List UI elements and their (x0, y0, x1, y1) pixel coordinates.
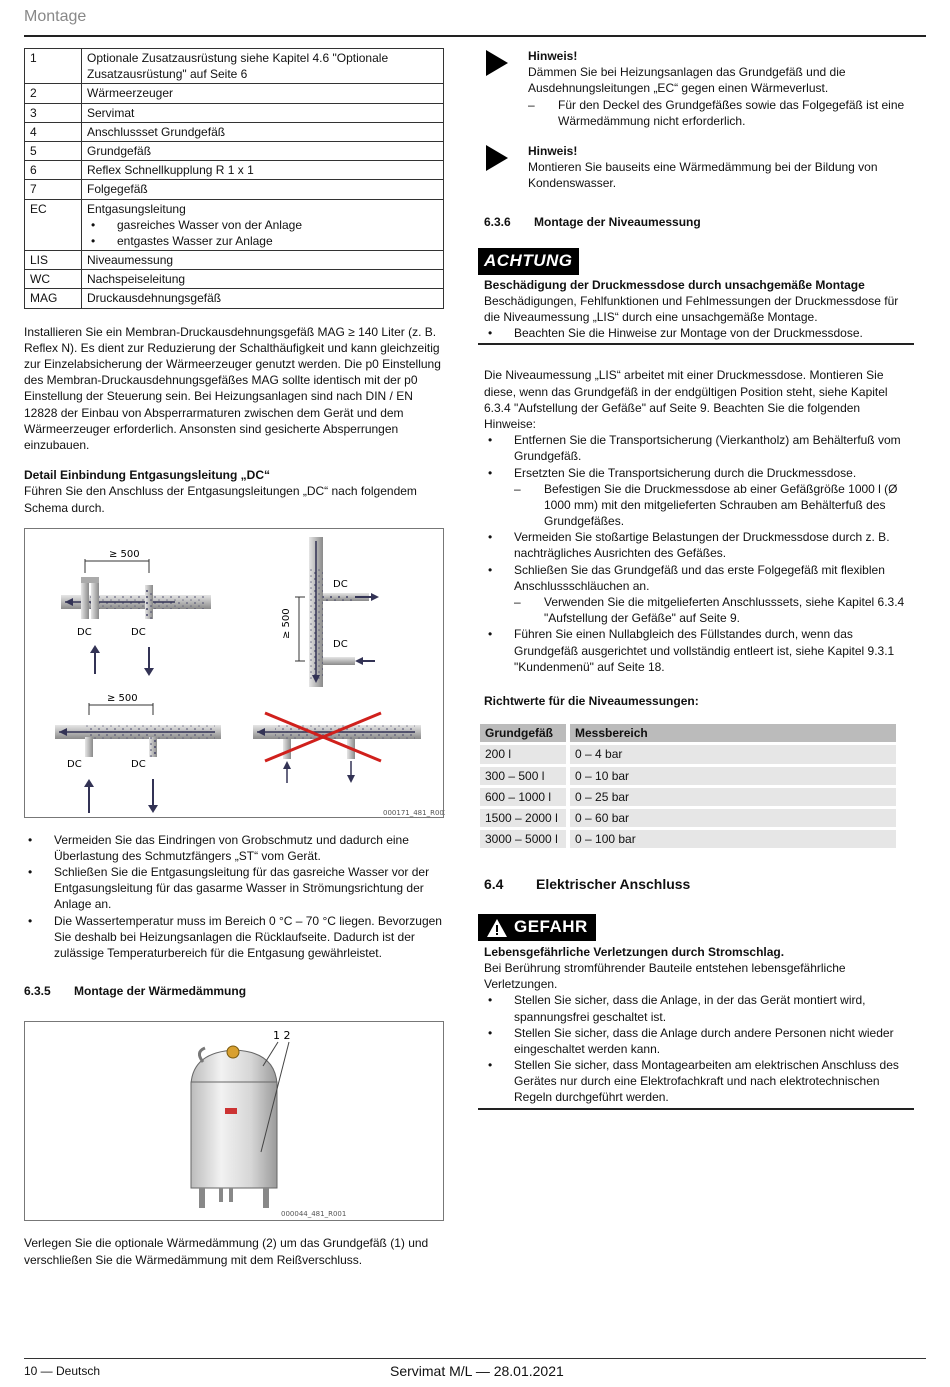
list-item: • Die Wassertemperatur muss im Bereich 0 °C – 70 °C liegen. Bevorzugen Sie deshalb bei Heizungsanlagen die Rücklaufseite. Dadurch ist der zulässige Temperaturbereich für die Entgasung gewährleistet. (24, 913, 444, 962)
table-row (25, 251, 444, 270)
section-6-3-5-heading (24, 983, 444, 999)
left-column (24, 48, 444, 1268)
legend-text: Optionale Zusatzausrüstung siehe Kapitel 4.6 "Optionale Zusatzausrüstung" auf Seite 6 (82, 49, 444, 84)
detail-text: Führen Sie den Anschluss der Entgasungsleitungen „DC“ nach folgendem Schema durch. (24, 484, 417, 515)
list-item: – Für den Deckel des Grundgefäßes sowie das Folgegefäß ist eine Wärmedämmung nicht erforderlich. (528, 97, 914, 129)
vessel-drawing (25, 1022, 445, 1222)
table-row (25, 49, 444, 84)
section-title: Elektrischer Anschluss (536, 876, 691, 893)
list-item: • entgastes Wasser zur Anlage (87, 233, 438, 249)
legend-text: Grundgefäß (82, 141, 444, 160)
legend-key: WC (25, 270, 82, 289)
section-6-3-6-heading (478, 214, 914, 230)
section-number: 6.3.5 (24, 984, 51, 999)
list-item (484, 562, 914, 627)
table-cell: 0 – 4 bar (566, 745, 896, 763)
table-row (480, 830, 896, 848)
intro-paragraph: Installieren Sie ein Membran-Druckausdehnungsgefäß MAG ≥ 140 Liter (z. B. Reflex N). Es dient zur Reduzierung der Schalthäufigkeit und kann gleichzeitig zur Einzelabsicherung der Wärmeerzeuger genutzt werden. Die p0 Einstellung des Membran-Druckausdehnungsgefäßes MAG sollte identisch mit der p0 Einstellung der Steuerung sein. Bei Heizungsanlagen sind nach DIN / EN 12828 der Einbau von Absperrarmaturen zwischen dem Gerät und dem Wärmeerzeuger erforderlich. Ansonsten sind gesicherte Absperrungen einzubauen. (24, 324, 441, 452)
figure-code: 000171_481_R002 (383, 808, 445, 817)
gefahr-text: Bei Berührung stromführender Bauteile entstehen lebensgefährliche Verletzungen. (484, 960, 846, 992)
list-item (484, 465, 914, 530)
table-cell: 3000 – 5000 l (480, 830, 566, 848)
hint-text: Dämmen Sie bei Heizungsanlagen das Grundgefäß und die Ausdehnungsleitungen „EC“ gegen einen Wärmeverlust. (528, 65, 846, 96)
list-item: • Stellen Sie sicher, dass Montagearbeiten am elektrischen Anschluss des Gerätes nur durch eine Elektrofachkraft und nach elektrotechnischen Regeln durchgeführt werden. (484, 1057, 914, 1106)
hint-box-2 (478, 143, 914, 192)
legend-table (24, 48, 444, 309)
legend-key: LIS (25, 251, 82, 270)
dimension-label: ≥ 500 (281, 608, 292, 639)
figure-labels: 1 2 (273, 1029, 291, 1043)
page-header: Montage (24, 8, 87, 25)
table-cell: 600 – 1000 l (480, 788, 566, 806)
hint-title: Hinweis! (528, 49, 578, 63)
table-row (480, 767, 896, 785)
table-cell: 1500 – 2000 l (480, 809, 566, 827)
dc-label: DC (333, 638, 348, 650)
figure-code: 000044_481_R001 (281, 1210, 347, 1219)
list-item: – Befestigen Sie die Druckmessdose ab einer Gefäßgröße 1000 l (Ø 1000 mm) mit den mitgelieferten Schrauben am Behälterfuß des Grundgefäßes. (514, 481, 914, 530)
dc-label: DC (333, 578, 348, 590)
list-item: – Verwenden Sie die mitgelieferten Anschlusssets, siehe Kapitel 6.3.4 "Aufstellung der Gefäße" auf Seite 9. (514, 594, 914, 626)
legend-key: 3 (25, 103, 82, 122)
achtung-title: Beschädigung der Druckmessdose durch unsachgemäße Montage (484, 277, 865, 292)
list-item: • Schließen Sie die Entgasungsleitung für das gasreiche Wasser vor der Entgasungsleitung für das gasarme Wasser in Strömungsrichtung der Anlage an. (24, 864, 444, 913)
legend-text: Druckausdehnungsgefäß (82, 289, 444, 308)
legend-key: EC (25, 199, 82, 251)
legend-text: Folgegefäß (82, 180, 444, 199)
table-row (25, 270, 444, 289)
list-item: • Beachten Sie die Hinweise zur Montage von der Druckmessdose. (484, 325, 914, 341)
column-header: Messbereich (566, 724, 896, 742)
list-item: • Vermeiden Sie stoßartige Belastungen der Druckmessdose durch z. B. nachträgliches Ausrichten des Gefäßes. (484, 529, 914, 561)
richtwerte-title: Richtwerte für die Niveaumessungen: (484, 693, 699, 708)
legend-key: 6 (25, 161, 82, 180)
legend-text: Niveaumessung (82, 251, 444, 270)
dc-label: DC (131, 758, 146, 770)
table-row (25, 103, 444, 122)
play-arrow-icon (486, 50, 508, 76)
list-item-text: Schließen Sie das Grundgefäß und das erste Folgegefäß mit flexiblen Anschlussschläuchen an. (514, 562, 885, 593)
niveau-table (480, 721, 896, 851)
list-item: • gasreiches Wasser von der Anlage (87, 217, 438, 233)
table-row (480, 745, 896, 763)
footer-page: 10 — Deutsch (24, 1364, 101, 1378)
list-item: • Vermeiden Sie das Eindringen von Grobschmutz und dadurch eine Überlastung des Schmutzfängers „ST“ vom Gerät. (24, 832, 444, 864)
table-cell: 0 – 25 bar (566, 788, 896, 806)
section-number: 6.4 (484, 876, 504, 893)
dc-label: DC (67, 758, 82, 770)
schema-bottom-right-wrong (253, 713, 421, 783)
left-bullet-list (24, 832, 444, 962)
legend-key: MAG (25, 289, 82, 308)
footer-doc: Servimat M/L — 28.01.2021 (390, 1363, 564, 1379)
legend-text: Reflex Schnellkupplung R 1 x 1 (82, 161, 444, 180)
lis-paragraph: Die Niveaumessung „LIS“ arbeitet mit einer Druckmessdose. Montieren Sie diese, wenn das Grundgefäß in der endgültigen Position steht, siehe Kapitel 6.3.4 "Aufstellung der Gefäße" auf Seite 9. Beachten Sie die folgenden Hinweise: (484, 368, 888, 431)
table-row (25, 289, 444, 308)
legend-text: Anschlussset Grundgefäß (82, 122, 444, 141)
section-6-4-heading (478, 875, 914, 894)
legend-key: 2 (25, 84, 82, 103)
table-row (25, 199, 444, 251)
table-row (25, 180, 444, 199)
legend-key: 7 (25, 180, 82, 199)
schema-top-right (281, 537, 379, 687)
schema-top-left (61, 549, 211, 676)
gefahr-badge-text: GEFAHR (514, 917, 588, 937)
table-row (25, 122, 444, 141)
header-rule (24, 35, 926, 37)
table-row (480, 788, 896, 806)
gefahr-badge (478, 914, 596, 941)
dc-label: DC (77, 626, 92, 638)
achtung-box (478, 248, 914, 346)
list-item: • Führen Sie einen Nullabgleich des Füllstandes durch, wenn das Grundgefäß ausgerichtet und vollständig entleert ist, siehe Kapitel 9.3.1 "Kundenmenü" auf Seite 18. (484, 626, 914, 675)
legend-key: 1 (25, 49, 82, 84)
legend-text: Wärmeerzeuger (82, 84, 444, 103)
dimension-label: ≥ 500 (109, 548, 140, 560)
list-item: • Stellen Sie sicher, dass die Anlage, in der das Gerät montiert wird, spannungsfrei geschaltet ist. (484, 992, 914, 1024)
degassing-diagram (25, 529, 445, 819)
hint-text: Montieren Sie bauseits eine Wärmedämmung bei der Bildung von Kondenswasser. (528, 160, 878, 191)
section-number: 6.3.6 (484, 214, 511, 229)
table-cell: 0 – 10 bar (566, 767, 896, 785)
legend-key: 4 (25, 122, 82, 141)
list-item: • Stellen Sie sicher, dass die Anlage durch andere Personen nicht wieder eingeschaltet werden kann. (484, 1025, 914, 1057)
table-row (25, 84, 444, 103)
insulation-figure (24, 1021, 444, 1221)
achtung-text: Beschädigungen, Fehlfunktionen und Fehlmessungen der Druckmessdose für die Niveaumessung „LIS“ durch eine unsachgemäße Montage. (484, 293, 899, 324)
section-title: Montage der Niveaumessung (534, 214, 701, 229)
column-header: Grundgefäß (480, 724, 566, 742)
legend-text: Nachspeiseleitung (82, 270, 444, 289)
list-item-text: Ersetzten Sie die Transportsicherung durch die Druckmessdose. (514, 465, 857, 480)
gefahr-title: Lebensgefährliche Verletzungen durch Stromschlag. (484, 944, 785, 959)
legend-text: Servimat (82, 103, 444, 122)
achtung-badge: ACHTUNG (478, 248, 579, 275)
gefahr-box (478, 914, 914, 1110)
insulation-text: Verlegen Sie die optionale Wärmedämmung (2) um das Grundgefäß (1) und verschließen Sie die Wärmedämmung mit dem Reißverschluss. (24, 1236, 429, 1267)
list-item: • Entfernen Sie die Transportsicherung (Vierkantholz) am Behälterfuß vom Grundgefäß. (484, 432, 914, 464)
play-arrow-icon (486, 145, 508, 171)
lis-list (484, 432, 914, 675)
legend-key: 5 (25, 141, 82, 160)
table-cell: 300 – 500 l (480, 767, 566, 785)
hint-box-1 (478, 48, 914, 129)
table-cell: 200 l (480, 745, 566, 763)
table-cell: 0 – 60 bar (566, 809, 896, 827)
legend-ec-text: Entgasungsleitung (87, 201, 186, 216)
hint-title: Hinweis! (528, 143, 578, 158)
table-row (25, 161, 444, 180)
right-column (478, 48, 914, 1110)
table-cell: 0 – 100 bar (566, 830, 896, 848)
detail-title: Detail Einbindung Entgasungsleitung „DC“ (24, 468, 270, 483)
table-row (25, 141, 444, 160)
footer-rule (24, 1358, 926, 1359)
legend-text (82, 199, 444, 251)
warning-icon (486, 918, 508, 938)
table-row (480, 809, 896, 827)
degassing-figure (24, 528, 444, 818)
table-header-row (480, 724, 896, 742)
section-title: Montage der Wärmedämmung (74, 984, 247, 999)
dc-label: DC (131, 626, 146, 638)
dimension-label: ≥ 500 (107, 692, 138, 704)
schema-bottom-left (55, 693, 221, 813)
